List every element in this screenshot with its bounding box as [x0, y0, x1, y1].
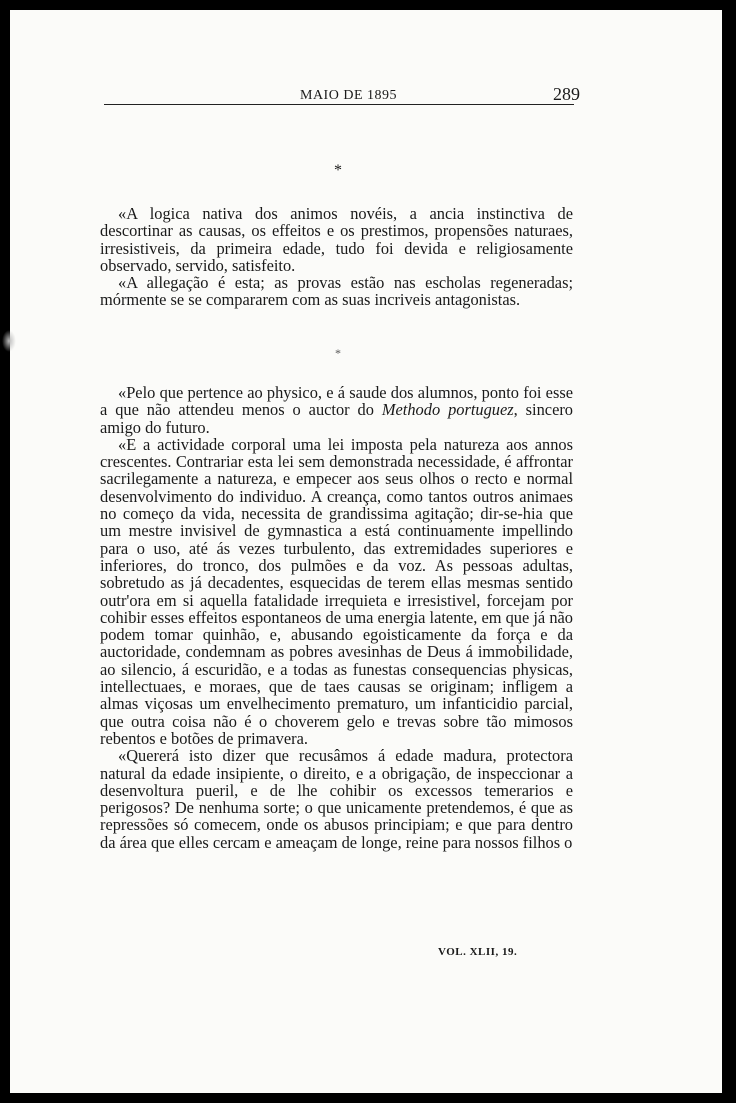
paragraph	[100, 384, 573, 436]
section-asterism-2: *	[335, 346, 341, 360]
paragraph: «E a actividade corporal uma lei imposta pela natureza aos annos crescentes. Contrariar esta lei sem demonstrada necessidade, é affrontar sacrilegamente a natureza, e empecer aos seus olhos o recto e normal desenvolvimento do individuo. A creança, como tantos outros animaes no começo da vida, necessita de grandissima agitação; dir-se-hia que um mestre invisivel de gymnastica a está continuamente impellindo para o uso, até ás vezes turbulento, das extremidades superiores e inferiores, do tronco, dos pulmões e da voz. As pessoas adultas, sobretudo as já decadentes, esquecidas de terem ellas mesmas sentido outr'ora em si aquella fatalidade irrequieta e irresistivel, forcejam por cohibir esses effeitos espontaneos de uma energia latente, em que já não podem tomar quinhão, e, abusando egoisticamente da força e da auctoridade, condemnam as pobres avesinhas de Deus á immobilidade, ao silencio, á escuridão, e a todas as funestas consequencias physicas, intellectuaes, e moraes, que de taes causas se originam; infligem a almas viçosas um envelhecimento prematuro, um infanticidio parcial, que outra coisa não é o choverem gelo e trevas sobre tão mimosos rebentos e botões de primavera.	[100, 434, 573, 748]
text-block-2	[100, 384, 573, 851]
paragraph-text: «Pelo que pertence ao physico, e á saude dos alumnos, ponto foi esse a que não attendeu menos o auctor do	[100, 383, 573, 420]
running-title	[300, 88, 397, 104]
paragraph: «A allegação é esta; as provas estão nas escholas regeneradas; mórmente se se compararem com as suas incriveis antagonistas.	[100, 273, 573, 310]
page-number: 289	[553, 84, 580, 104]
page-smudge	[2, 330, 16, 352]
page-header	[110, 82, 584, 112]
signature-mark: VOL. XLII, 19.	[438, 946, 518, 958]
text-block-1	[100, 205, 573, 309]
running-title-year: 1895	[367, 88, 397, 103]
paragraph-text: , sincero amigo do futuro.	[100, 400, 573, 437]
paragraph: «Quererá isto dizer que recusâmos á edade madura, protectora natural da edade insipiente, o direito, e a obrigação, de inspeccionar a desenvoltura pueril, e de lhe cohibir os excessos temerarios e perigosos? De nenhuma sorte; o que unicamente pretendemos, é que as repressões só comecem, onde os abusos principiam; e que para dentro da área que elles cercam e ameaçam de longe, reine para nossos filhos o	[100, 746, 573, 852]
running-title-month: MAIO DE	[300, 88, 363, 103]
paragraph: «A logica nativa dos animos novéis, a ancia instinctiva de descortinar as causas, os effeitos e os prestimos, propensões naturaes, irresistiveis, da primeira edade, tudo foi devida e religiosamente observado, servido, satisfeito.	[100, 204, 573, 275]
section-asterism-1: *	[334, 162, 342, 179]
header-rule	[104, 104, 574, 105]
book-title: Methodo portuguez	[381, 400, 514, 420]
